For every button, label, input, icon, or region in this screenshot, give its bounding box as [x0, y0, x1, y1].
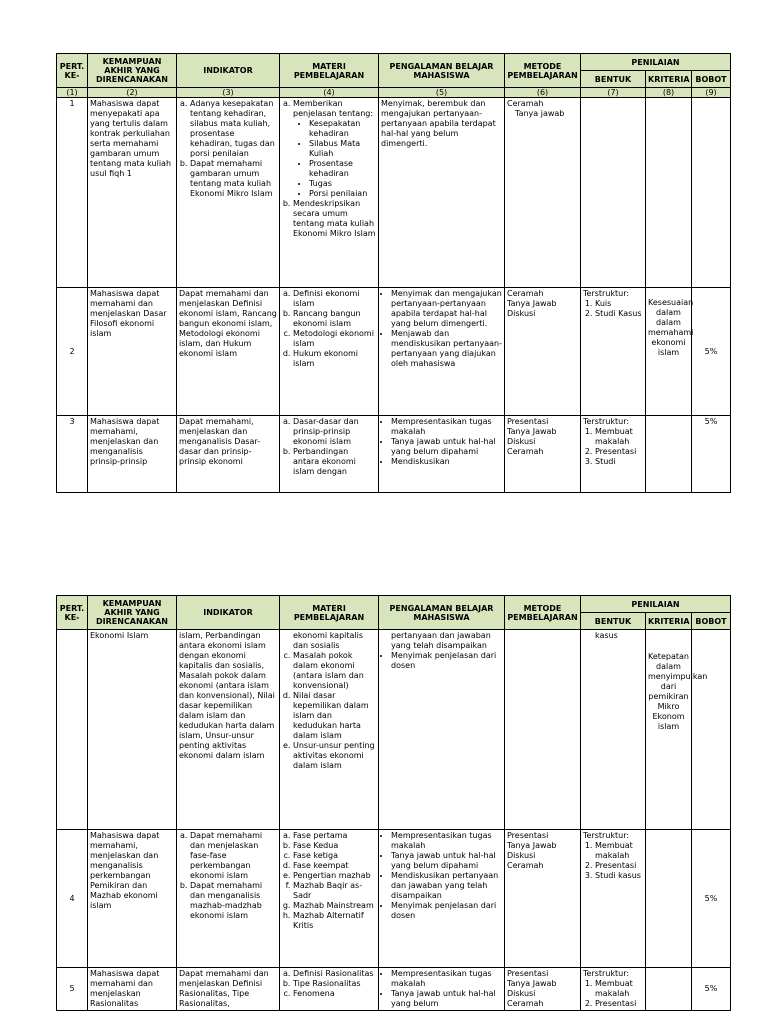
col-number: (5) [379, 88, 505, 98]
metode-item: Tanya jawab [515, 109, 565, 118]
list-item: c. Fenomena [293, 989, 376, 999]
row-number: 4 [57, 830, 88, 968]
bentuk-title: Terstruktur: [583, 417, 630, 426]
list-item: • Silabus Mata Kuliah [309, 139, 376, 159]
list-item: d. Nilai dasar kepemilikan dalam islam dan kedudukan harta dalam islam [293, 691, 376, 741]
bentuk-title: Terstruktur: [583, 831, 630, 840]
header-kriteria: KRITERIA [646, 71, 692, 88]
list-item: b. Dapat memahami gambaran umum tentang mata kuliah Ekonomi Mikro Islam [190, 159, 277, 199]
list-item: • Mendiskusikan pertanyaan dan jawaban yang telah disampaikan [391, 871, 502, 901]
col-number: (3) [177, 88, 280, 98]
col-number: (9) [692, 88, 731, 98]
metode-item: Diskusi [507, 989, 536, 998]
list-item: 2. Presentasi [595, 861, 643, 871]
header-pert: PERT. KE- [57, 596, 88, 630]
metode-item: Diskusi [507, 309, 536, 318]
col-number: (6) [505, 88, 581, 98]
row-number [57, 630, 88, 830]
pengalaman-cell [379, 968, 505, 1011]
list-item: 3. Studi [595, 457, 643, 467]
metode-item: Ceramah [507, 99, 544, 108]
header-penilaian: PENILAIAN [581, 596, 731, 613]
bentuk-cell [581, 830, 646, 968]
col-number: (2) [88, 88, 177, 98]
list-item: 1. Membuat makalah [595, 427, 643, 447]
header-bobot: BOBOT [692, 613, 731, 630]
table-row [57, 830, 731, 968]
kemampuan-cell: Ekonomi Islam [88, 630, 177, 830]
header-bobot: BOBOT [692, 71, 731, 88]
list-item: • Kesepakatan kehadiran [309, 119, 376, 139]
kemampuan-cell: Mahasiswa dapat memahami, menjelaskan dan menganalisis prinsip-prinsip [88, 416, 177, 493]
indikator-cell [177, 830, 280, 968]
list-item: d. Fase keempat [293, 861, 376, 871]
pengalaman-cell [379, 830, 505, 968]
header-metode: METODE PEMBELAJARAN [505, 54, 581, 88]
list-item: b. Tipe Rasionalitas [293, 979, 376, 989]
kemampuan-cell: Mahasiswa dapat memahami dan menjelaskan Rasionalitas [88, 968, 177, 1011]
bentuk-cell [581, 416, 646, 493]
list-item: h. Mazhab Alternatif Kritis [293, 911, 376, 931]
column-number-row [57, 88, 731, 98]
table-row [57, 416, 731, 493]
list-item: 2. Studi Kasus [595, 309, 643, 319]
list-item: • Prosentase kehadiran [309, 159, 376, 179]
header-bentuk: BENTUK [581, 71, 646, 88]
materi-cell [280, 830, 379, 968]
list-item: b. Fase Kedua [293, 841, 376, 851]
materi-cell [280, 288, 379, 416]
list-item: • Tanya jawab untuk hal-hal yang belum [391, 989, 502, 1009]
list-item: c. Metodologi ekonomi islam [293, 329, 376, 349]
list-item: a. Dasar-dasar dan prinsip-prinsip ekonomi islam [293, 417, 376, 447]
materi-text: ekonomi kapitalis dan sosialis [293, 631, 364, 650]
list-item: • Mendiskusikan [391, 457, 502, 467]
metode-item: Ceramah [507, 999, 544, 1008]
list-item: • Menyimak penjelasan dari dosen [391, 901, 502, 921]
bobot-cell [692, 98, 731, 288]
list-item: e. Unsur-unsur penting aktivitas ekonomi dalam islam [293, 741, 376, 771]
table-row [57, 968, 731, 1011]
metode-cell [505, 288, 581, 416]
metode-item: Ceramah [507, 861, 544, 870]
pengalaman-text: pertanyaan dan jawaban yang telah disampaikan [391, 631, 491, 650]
list-item: g. Mazhab Mainstream [293, 901, 376, 911]
table-row [57, 630, 731, 830]
metode-cell [505, 968, 581, 1011]
kemampuan-cell: Mahasiswa dapat memahami, menjelaskan dan menganalisis perkembangan Pemikiran dan Mazhab ekonomi islam [88, 830, 177, 968]
list-item: • Mempresentasikan tugas makalah [391, 417, 502, 437]
kriteria-cell: Kesesuaian dalam dalam memahami ekonomi islam [646, 288, 692, 416]
list-item: a. Adanya kesepakatan tentang kehadiran, silabus mata kuliah, prosentase kehadiran, tugas dan porsi penilaian [190, 99, 277, 159]
indikator-cell: Dapat memahami, menjelaskan dan menganalisis Dasar-dasar dan prinsip-prinsip ekonomi [177, 416, 280, 493]
col-number: (7) [581, 88, 646, 98]
list-item: b. Dapat memahami dan menganalisis mazhab-madzhab ekonomi islam [190, 881, 277, 921]
materi-cell [280, 416, 379, 493]
metode-item: Presentasi [507, 417, 549, 426]
header-pert: PERT. KE- [57, 54, 88, 88]
indikator-cell [177, 98, 280, 288]
col-number: (8) [646, 88, 692, 98]
list-item: • Porsi penilaian [309, 189, 376, 199]
rps-table-page-2 [56, 595, 731, 1011]
header-indikator: INDIKATOR [177, 596, 280, 630]
header-metode: METODE PEMBELAJARAN [505, 596, 581, 630]
header-materi: MATERI PEMBELAJARAN [280, 54, 379, 88]
bentuk-cell [581, 630, 646, 830]
pengalaman-cell [379, 416, 505, 493]
list-item: a. Definisi ekonomi islam [293, 289, 376, 309]
list-item: 1. Membuat makalah [595, 979, 643, 999]
materi-text: Memberikan penjelasan tentang: [293, 99, 374, 118]
col-number: (1) [57, 88, 88, 98]
metode-item: Tanya Jawab [507, 427, 557, 436]
kemampuan-cell: Mahasiswa dapat memahami dan menjelaskan Dasar Filosofi ekonomi islam [88, 288, 177, 416]
metode-item: Presentasi [507, 969, 549, 978]
header-indikator: INDIKATOR [177, 54, 280, 88]
materi-cell [280, 968, 379, 1011]
list-item: f. Mazhab Baqir as-Sadr [293, 881, 376, 901]
bobot-cell: 5% [692, 416, 731, 493]
list-item: 1. Kuis [595, 299, 643, 309]
list-item [293, 99, 376, 199]
kriteria-cell [646, 416, 692, 493]
list-item: a. Definisi Rasionalitas [293, 969, 376, 979]
metode-item: Diskusi [507, 851, 536, 860]
row-number: 5 [57, 968, 88, 1011]
list-item: 3. Studi kasus [595, 871, 643, 881]
row-number: 3 [57, 416, 88, 493]
list-item: c. Masalah pokok dalam ekonomi (antara islam dan konvensional) [293, 651, 376, 691]
bentuk-item: kasus [595, 631, 618, 640]
list-item: • Mempresentasikan tugas makalah [391, 831, 502, 851]
header-kemampuan: KEMAMPUAN AKHIR YANG DIRENCANAKAN [88, 596, 177, 630]
bobot-cell: 5% [692, 968, 731, 1011]
materi-cell [280, 630, 379, 830]
list-item: 2. Presentasi [595, 999, 643, 1009]
indikator-cell: Dapat memahami dan menjelaskan Definisi Rasionalitas, Tipe Rasionalitas, [177, 968, 280, 1011]
metode-cell [505, 416, 581, 493]
row-number: 2 [57, 288, 88, 416]
list-item: • Menyimak dan mengajukan pertanyaan-pertanyaan apabila terdapat hal-hal yang belum dimengerti. [391, 289, 502, 329]
list-item: • Mempresentasikan tugas makalah [391, 969, 502, 989]
pengalaman-cell [379, 630, 505, 830]
list-item: a. Fase pertama [293, 831, 376, 841]
header-pengalaman: PENGALAMAN BELAJAR MAHASISWA [379, 54, 505, 88]
list-item: d. Hukum ekonomi islam [293, 349, 376, 369]
table-row [57, 288, 731, 416]
bobot-cell [692, 630, 731, 830]
metode-cell [505, 830, 581, 968]
header-materi: MATERI PEMBELAJARAN [280, 596, 379, 630]
header-pengalaman: PENGALAMAN BELAJAR MAHASISWA [379, 596, 505, 630]
list-item: 1. Membuat makalah [595, 841, 643, 861]
header-bentuk: BENTUK [581, 613, 646, 630]
bobot-cell: 5% [692, 830, 731, 968]
list-item: • Menyimak penjelasan dari dosen [391, 651, 502, 671]
list-item: • Tanya jawab untuk hal-hal yang belum dipahami [391, 437, 502, 457]
table-row [57, 98, 731, 288]
list-item: 2. Presentasi [595, 447, 643, 457]
metode-item: Diskusi [507, 437, 536, 446]
list-item: b. Rancang bangun ekonomi islam [293, 309, 376, 329]
header-kemampuan: KEMAMPUAN AKHIR YANG DIRENCANAKAN [88, 54, 177, 88]
metode-item: Tanya Jawab [507, 841, 557, 850]
metode-item: Tanya Jawab [507, 979, 557, 988]
materi-cell [280, 98, 379, 288]
metode-item: Ceramah [507, 447, 544, 456]
metode-item: Ceramah [507, 289, 544, 298]
list-item: a. Dapat memahami dan menjelaskan fase-fase perkembangan ekonomi islam [190, 831, 277, 881]
bobot-cell: 5% [692, 288, 731, 416]
kriteria-cell [646, 830, 692, 968]
bentuk-cell [581, 968, 646, 1011]
bentuk-title: Terstruktur: [583, 289, 630, 298]
header-kriteria: KRITERIA [646, 613, 692, 630]
list-item: • Menjawab dan mendiskusikan pertanyaan-pertanyaan yang diajukan oleh mahasiswa [391, 329, 502, 369]
metode-cell [505, 630, 581, 830]
kriteria-cell [646, 98, 692, 288]
metode-cell [505, 98, 581, 288]
indikator-cell: Dapat memahami dan menjelaskan Definisi ekonomi islam, Rancang bangun ekonomi islam, Metodologi ekonomi islam, dan Hukum ekonomi islam [177, 288, 280, 416]
list-item: e. Pengertian mazhab [293, 871, 376, 881]
row-number: 1 [57, 98, 88, 288]
indikator-cell: islam, Perbandingan antara ekonomi islam dengan ekonomi kapitalis dan sosialis, Masalah pokok dalam ekonomi (antara islam dan konvensional), Nilai dasar kepemilikan dalam islam dan kedudukan harta dalam islam, Unsur-unsur penting aktivitas ekonomi dalam islam [177, 630, 280, 830]
list-item: • Tanya jawab untuk hal-hal yang belum dipahami [391, 851, 502, 871]
list-item: • Tugas [309, 179, 376, 189]
bentuk-cell [581, 98, 646, 288]
kriteria-cell [646, 968, 692, 1011]
pengalaman-cell [379, 288, 505, 416]
pengalaman-cell: Menyimak, berembuk dan mengajukan pertanyaan-pertanyaan apabila terdapat hal-hal yang belum dimengerti. [379, 98, 505, 288]
rps-table-page-1 [56, 53, 731, 493]
header-penilaian: PENILAIAN [581, 54, 731, 71]
list-item: b. Mendeskripsikan secara umum tentang mata kuliah Ekonomi Mikro Islam [293, 199, 376, 239]
metode-item: Presentasi [507, 831, 549, 840]
kriteria-cell: Ketepatan dalam menyimpulkan dari pemikiran Mikro Ekonom islam [646, 630, 692, 830]
list-item: b. Perbandingan antara ekonomi islam dengan [293, 447, 376, 477]
col-number: (4) [280, 88, 379, 98]
kemampuan-cell: Mahasiswa dapat menyepakati apa yang tertulis dalam kontrak perkuliahan serta memahami gambaran umum tentang mata kuliah usul fiqh 1 [88, 98, 177, 288]
bentuk-cell [581, 288, 646, 416]
metode-item: Tanya Jawab [507, 299, 557, 308]
bentuk-title: Terstruktur: [583, 969, 630, 978]
list-item: c. Fase ketiga [293, 851, 376, 861]
